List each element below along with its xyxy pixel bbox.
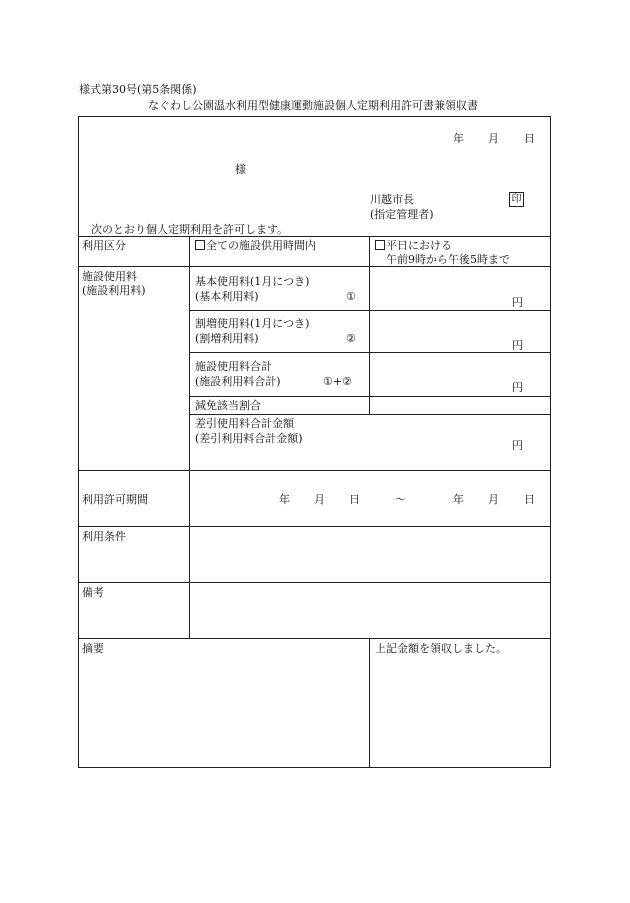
- option-weekday-hours: 午前9時から午後5時まで: [386, 253, 510, 266]
- period-end-day: 日: [524, 493, 535, 506]
- period-end-year: 年: [453, 493, 464, 506]
- row-divider-category: [78, 236, 551, 237]
- extra-fee-label: 割増使用料(1月につき): [195, 317, 310, 330]
- period-start-year: 年: [279, 493, 290, 506]
- period-start-month: 月: [314, 493, 325, 506]
- reduction-label: 減免該当割合: [195, 399, 261, 412]
- seal-mark: 印: [509, 192, 524, 207]
- fees-label: 施設使用料: [82, 270, 137, 283]
- remarks-label: 備考: [82, 586, 104, 599]
- period-tilde: ～: [395, 493, 406, 506]
- option-weekday-label: 平日における: [386, 239, 452, 252]
- extra-fee-yen: 円: [512, 339, 523, 352]
- table-border-bottom: [78, 767, 551, 768]
- all-hours-checkbox[interactable]: [195, 240, 205, 250]
- recipient-honorific: 様: [235, 163, 246, 176]
- row-divider-remarks: [78, 582, 551, 583]
- option-weekday: [375, 239, 452, 252]
- issuer-subtitle: (指定管理者): [370, 208, 434, 221]
- basic-fee-mark: ①: [346, 290, 356, 303]
- issuer-title: 川越市長: [370, 193, 414, 206]
- row-divider-total: [189, 352, 551, 353]
- row-divider-net: [189, 414, 551, 415]
- net-fee-label-sub: (差引利用料合計金額): [195, 432, 303, 445]
- period-start-day: 日: [349, 493, 360, 506]
- row-divider-summary: [78, 638, 551, 639]
- extra-fee-mark: ②: [346, 332, 356, 345]
- table-border-left: [78, 116, 79, 767]
- permit-statement: 次のとおり個人定期利用を許可します。: [91, 223, 289, 236]
- total-fee-label: 施設使用料合計: [195, 360, 272, 373]
- col-divider-label: [189, 236, 190, 638]
- date-year: 年: [453, 132, 464, 145]
- fees-label-sub: (施設利用料): [82, 284, 146, 297]
- row-divider-extra: [189, 310, 551, 311]
- date-month: 月: [488, 132, 499, 145]
- net-fee-yen: 円: [512, 439, 523, 452]
- net-fee-label: 差引使用料合計金額: [195, 417, 294, 430]
- document-title: なぐわし公園温水利用型健康運動施設個人定期利用許可書兼領収書: [148, 99, 478, 112]
- weekday-checkbox[interactable]: [375, 240, 385, 250]
- option-all-hours-label: 全ての施設供用時間内: [206, 239, 316, 252]
- table-border-top: [78, 116, 551, 117]
- period-label: 利用許可期間: [82, 493, 148, 506]
- summary-label: 摘要: [82, 642, 104, 655]
- total-fee-mark: ①+②: [323, 375, 352, 388]
- option-all-hours: [195, 239, 316, 252]
- row-divider-conditions: [78, 526, 551, 527]
- date-day: 日: [524, 132, 535, 145]
- basic-fee-label: 基本使用料(1月につき): [195, 275, 310, 288]
- period-end-month: 月: [488, 493, 499, 506]
- receipt-statement: 上記金額を領収しました。: [375, 642, 507, 655]
- total-fee-label-sub: (施設利用料合計): [195, 375, 281, 388]
- table-border-right: [550, 116, 551, 767]
- row-divider-period: [78, 470, 551, 471]
- form-number: 様式第30号(第5条関係): [79, 83, 197, 96]
- total-fee-yen: 円: [512, 381, 523, 394]
- col-divider-summary: [369, 638, 370, 767]
- col-divider-amount: [369, 236, 370, 414]
- row-divider-reduction: [189, 396, 551, 397]
- row-divider-fees: [78, 266, 551, 267]
- usage-category-label: 利用区分: [82, 239, 126, 252]
- extra-fee-label-sub: (割増利用料): [195, 332, 259, 345]
- basic-fee-label-sub: (基本利用料): [195, 290, 259, 303]
- conditions-label: 利用条件: [82, 530, 126, 543]
- basic-fee-yen: 円: [512, 296, 523, 309]
